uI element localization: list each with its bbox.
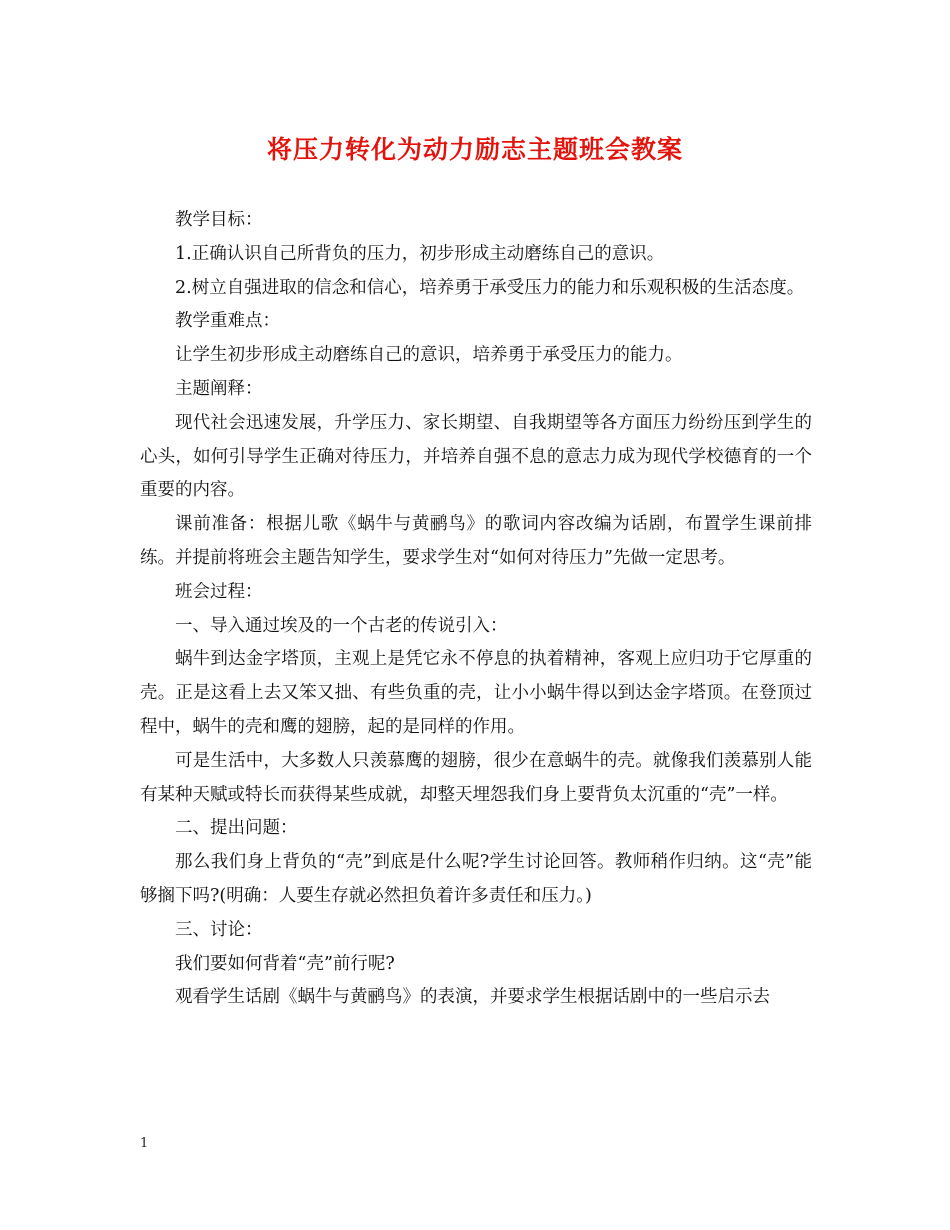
paragraph: 主题阐释： [175,378,263,399]
document-title: 将压力转化为动力励志主题班会教案 [266,135,683,164]
paragraph: 三、讨论： [175,919,263,940]
paragraph: 二、提出问题： [175,818,298,839]
paragraph: 1.正确认识自己所背负的压力，初步形成主动磨练自己的意识。 [175,243,665,264]
page-number: 1 [140,1136,149,1151]
paragraph: 班会过程： [175,581,263,602]
paragraph: 现代社会迅速发展，升学压力、家长期望、自我期望等各方面压力纷纷压到学生的心头，如何引导学生正确对待压力，并培养自强不息的意志力成为现代学校德育的一个重要的内容。 [140,412,812,501]
paragraph: 观看学生话剧《蜗牛与黄鹂鸟》的表演，并要求学生根据话剧中的一些启示去 [175,987,770,1008]
paragraph: 教学重难点： [175,311,280,332]
paragraph: 2.树立自强进取的信念和信心，培养勇于承受压力的能力和乐观积极的生活态度。 [175,277,805,298]
paragraph: 课前准备：根据儿歌《蜗牛与黄鹂鸟》的歌词内容改编为话剧，布置学生课前排练。并提前将班会主题告知学生，要求学生对“如何对待压力”先做一定思考。 [140,514,812,568]
paragraph: 教学目标： [175,210,263,230]
paragraph: 蜗牛到达金字塔顶，主观上是凭它永不停息的执着精神，客观上应归功于它厚重的壳。正是这看上去又笨又拙、有些负重的壳，让小小蜗牛得以到达金字塔顶。在登顶过程中，蜗牛的壳和鹰的翅膀，起的是同样的作用。 [140,649,812,737]
paragraph: 让学生初步形成主动磨练自己的意识，培养勇于承受压力的能力。 [175,345,683,366]
paragraph: 可是生活中，大多数人只羡慕鹰的翅膀，很少在意蜗牛的壳。就像我们羡慕别人能有某种天赋或特长而获得某些成就，却整天埋怨我们身上要背负太沉重的“壳”一样。 [140,750,812,805]
paragraph: 我们要如何背着“壳”前行呢? [175,953,395,974]
paragraph: 一、导入通过埃及的一个古老的传说引入： [175,615,508,636]
document-body [140,204,812,1015]
paragraph: 那么我们身上背负的“壳”到底是什么呢?学生讨论回答。教师稍作归纳。这“壳”能够搁下吗?(明确：人要生存就必然担负着许多责任和压力。) [140,852,812,906]
